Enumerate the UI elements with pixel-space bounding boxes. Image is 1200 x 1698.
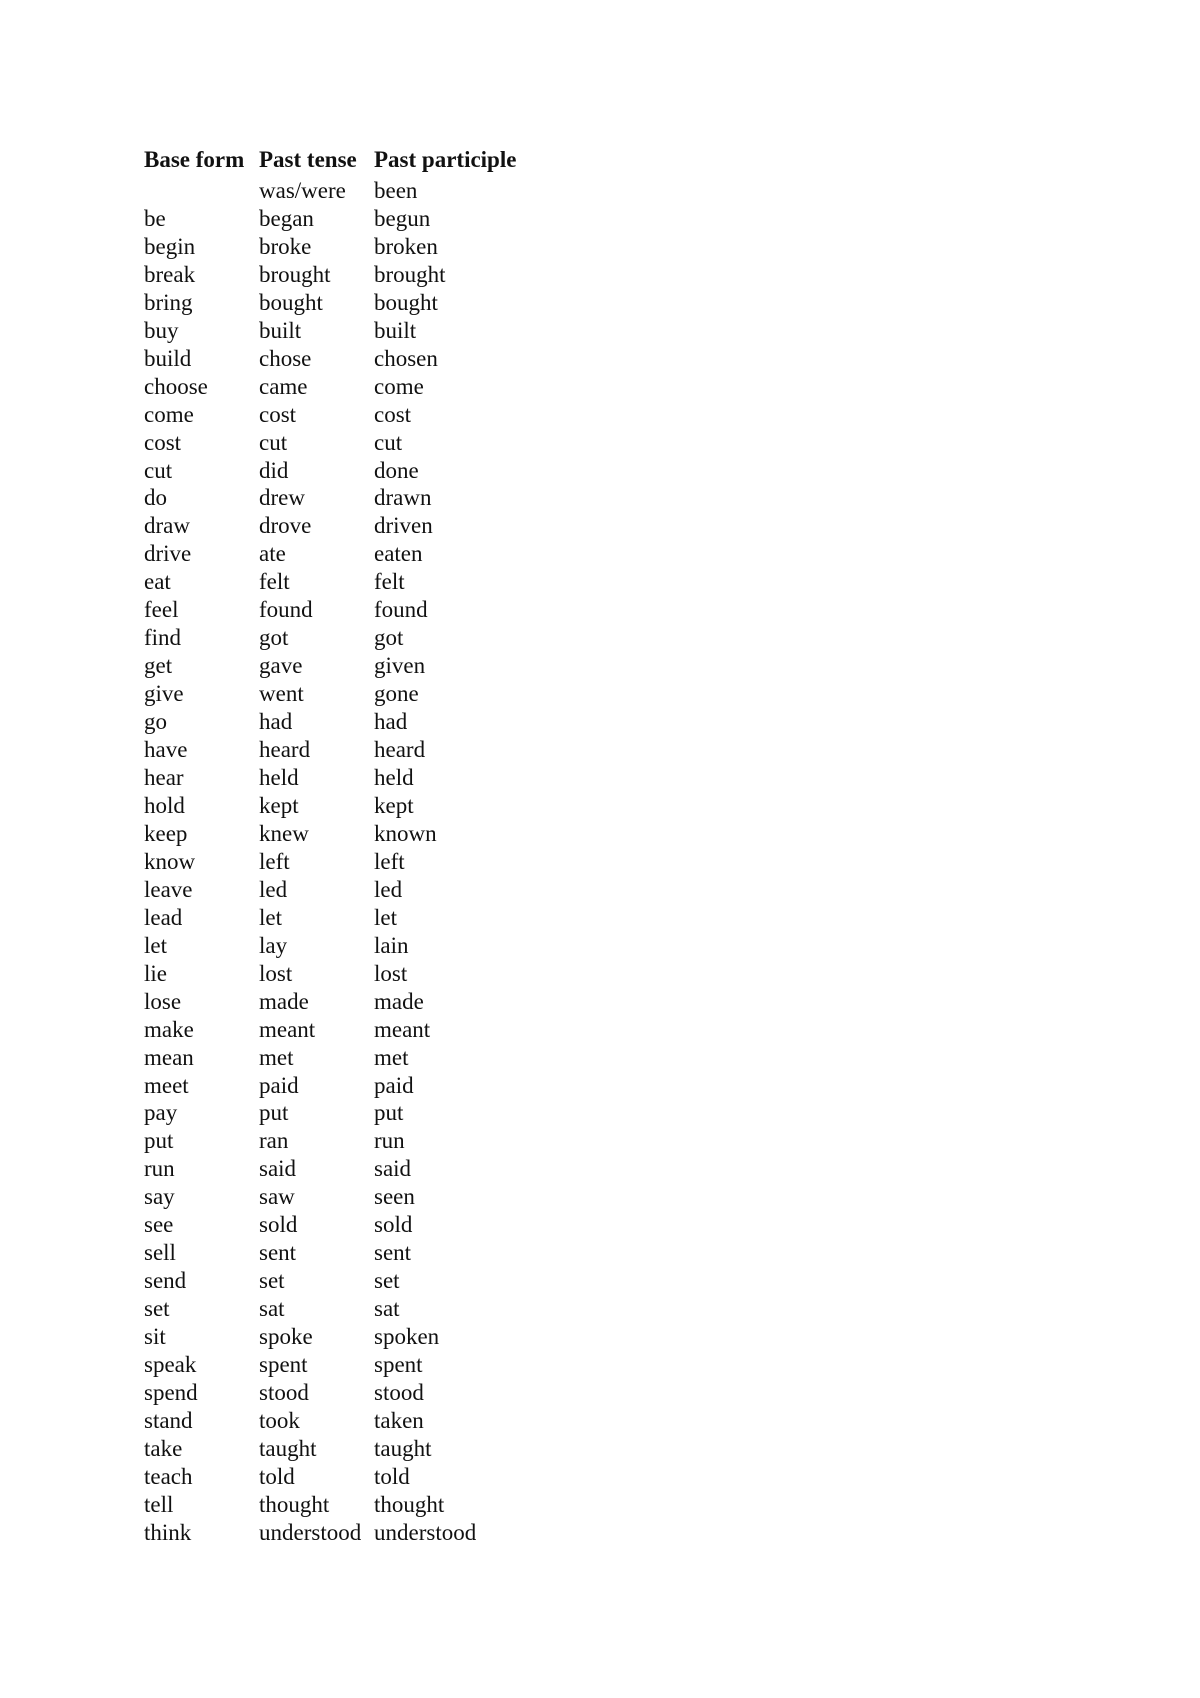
past-participle-cell: brought <box>374 261 446 287</box>
past-tense-cell: led <box>259 876 288 902</box>
table-row <box>144 848 544 876</box>
past-tense-cell: made <box>259 988 309 1014</box>
past-participle-cell: chosen <box>374 345 438 371</box>
past-tense-cell: meant <box>259 1016 316 1042</box>
past-tense-cell: lost <box>259 960 293 986</box>
table-row <box>144 568 544 596</box>
past-tense-cell: sat <box>259 1296 285 1322</box>
past-tense-cell: built <box>259 317 302 343</box>
base-form-cell: stand <box>144 1407 193 1433</box>
table-header-row <box>144 143 544 177</box>
past-participle-cell: run <box>374 1128 405 1154</box>
base-form-cell: buy <box>144 317 179 343</box>
past-tense-cell: lay <box>259 932 288 958</box>
past-participle-cell: had <box>374 709 408 735</box>
table-row <box>144 1295 544 1323</box>
base-form-cell: break <box>144 261 196 287</box>
past-participle-cell: heard <box>374 737 426 763</box>
past-tense-cell: stood <box>259 1379 309 1405</box>
past-participle-cell: broken <box>374 233 438 259</box>
past-tense-cell: put <box>259 1100 289 1126</box>
table-row <box>144 540 544 568</box>
base-form-cell: build <box>144 345 192 371</box>
past-participle-cell: drawn <box>374 485 432 511</box>
past-participle-cell: let <box>374 904 397 930</box>
past-participle-cell: been <box>374 178 418 203</box>
past-tense-cell: cut <box>259 429 288 455</box>
base-form-cell: send <box>144 1268 187 1294</box>
base-form-cell: say <box>144 1184 175 1210</box>
past-tense-cell: ate <box>259 541 286 567</box>
past-tense-cell: gave <box>259 653 303 679</box>
table-row <box>144 345 544 373</box>
past-tense-cell: saw <box>259 1184 295 1210</box>
past-participle-cell: held <box>374 765 414 791</box>
base-form-cell: spend <box>144 1379 198 1405</box>
past-tense-cell: knew <box>259 820 309 846</box>
past-participle-cell: kept <box>374 792 414 818</box>
past-participle-cell: meant <box>374 1016 431 1042</box>
table-row <box>144 708 544 736</box>
base-form-cell: lead <box>144 904 183 930</box>
past-participle-cell: understood <box>374 1519 477 1545</box>
past-participle-cell: lain <box>374 932 409 958</box>
base-form-cell: begin <box>144 233 196 259</box>
base-form-cell: see <box>144 1212 174 1238</box>
past-participle-cell: spoken <box>374 1324 440 1350</box>
table-row <box>144 792 544 820</box>
base-form-cell: choose <box>144 373 208 399</box>
base-form-cell: sit <box>144 1324 166 1350</box>
table-row <box>144 457 544 485</box>
past-participle-cell: taken <box>374 1407 424 1433</box>
base-form-cell: find <box>144 625 182 651</box>
header-past-participle: Past participle <box>374 147 517 172</box>
table-row <box>144 1044 544 1072</box>
table-row <box>144 1267 544 1295</box>
past-participle-cell: stood <box>374 1379 424 1405</box>
past-tense-cell: heard <box>259 737 311 763</box>
table-row <box>144 1239 544 1267</box>
table-row <box>144 1491 544 1519</box>
table-row <box>144 317 544 345</box>
past-participle-cell: made <box>374 988 424 1014</box>
past-participle-cell: cost <box>374 401 412 427</box>
irregular-verbs-table <box>144 143 544 1547</box>
table-row <box>144 1072 544 1100</box>
table-row <box>144 876 544 904</box>
past-tense-cell: let <box>259 904 282 930</box>
table-row <box>144 960 544 988</box>
past-tense-cell: chose <box>259 345 312 371</box>
base-form-cell: let <box>144 932 167 958</box>
base-form-cell: meet <box>144 1072 189 1098</box>
table-body <box>144 177 544 1547</box>
past-tense-cell: was/were <box>259 178 346 203</box>
table-row <box>144 1016 544 1044</box>
past-participle-cell: felt <box>374 569 405 595</box>
past-participle-cell: sat <box>374 1296 400 1322</box>
base-form-cell: cut <box>144 457 173 483</box>
table-row <box>144 484 544 512</box>
past-participle-cell: said <box>374 1156 412 1182</box>
past-tense-cell: said <box>259 1156 297 1182</box>
table-row <box>144 596 544 624</box>
past-tense-cell: came <box>259 373 308 399</box>
past-participle-cell: bought <box>374 289 438 315</box>
past-tense-cell: took <box>259 1407 300 1433</box>
past-tense-cell: paid <box>259 1072 299 1098</box>
base-form-cell: lose <box>144 988 182 1014</box>
past-participle-cell: put <box>374 1100 404 1126</box>
past-participle-cell: thought <box>374 1491 445 1517</box>
table-row <box>144 1127 544 1155</box>
past-tense-cell: went <box>259 681 304 707</box>
base-form-cell: pay <box>144 1100 178 1126</box>
base-form-cell: keep <box>144 820 188 846</box>
base-form-cell: take <box>144 1435 183 1461</box>
past-participle-cell: cut <box>374 429 403 455</box>
base-form-cell: run <box>144 1156 175 1182</box>
table-row <box>144 1099 544 1127</box>
table-row <box>144 401 544 429</box>
table-row <box>144 736 544 764</box>
past-tense-cell: did <box>259 457 289 483</box>
past-participle-cell: left <box>374 848 405 874</box>
past-tense-cell: met <box>259 1044 294 1070</box>
base-form-cell: give <box>144 681 184 707</box>
past-participle-cell: known <box>374 820 437 846</box>
past-participle-cell: sold <box>374 1212 413 1238</box>
past-tense-cell: bought <box>259 289 323 315</box>
past-tense-cell: found <box>259 597 313 623</box>
table-row <box>144 1463 544 1491</box>
past-tense-cell: cost <box>259 401 297 427</box>
base-form-cell: draw <box>144 513 190 539</box>
past-participle-cell: taught <box>374 1435 432 1461</box>
table-row <box>144 373 544 401</box>
base-form-cell: go <box>144 709 167 735</box>
table-row <box>144 177 544 205</box>
past-tense-cell: spoke <box>259 1324 313 1350</box>
base-form-cell: hear <box>144 765 184 791</box>
past-participle-cell: lost <box>374 960 408 986</box>
table-row <box>144 764 544 792</box>
base-form-cell: be <box>144 205 166 231</box>
base-form-cell: sell <box>144 1240 176 1266</box>
past-participle-cell: paid <box>374 1072 414 1098</box>
past-tense-cell: sent <box>259 1240 297 1266</box>
base-form-cell <box>144 177 259 205</box>
table-row <box>144 820 544 848</box>
past-participle-cell: set <box>374 1268 400 1294</box>
past-tense-cell: sold <box>259 1212 298 1238</box>
past-participle-cell: built <box>374 317 417 343</box>
base-form-cell: set <box>144 1296 170 1322</box>
table-row <box>144 1407 544 1435</box>
past-tense-cell: set <box>259 1268 285 1294</box>
past-participle-cell: led <box>374 876 403 902</box>
past-tense-cell: told <box>259 1463 295 1489</box>
table-row <box>144 624 544 652</box>
table-row <box>144 652 544 680</box>
past-participle-cell: sent <box>374 1240 412 1266</box>
base-form-cell: feel <box>144 597 179 623</box>
past-tense-cell: drove <box>259 513 312 539</box>
base-form-cell: tell <box>144 1491 174 1517</box>
base-form-cell: think <box>144 1519 192 1545</box>
past-tense-cell: had <box>259 709 293 735</box>
past-tense-cell: got <box>259 625 289 651</box>
table-row <box>144 1351 544 1379</box>
header-past-tense: Past tense <box>259 147 357 172</box>
past-tense-cell: kept <box>259 792 299 818</box>
table-row <box>144 904 544 932</box>
past-participle-cell: come <box>374 373 424 399</box>
header-base-form: Base form <box>144 147 245 172</box>
table-row <box>144 289 544 317</box>
past-participle-cell: found <box>374 597 428 623</box>
base-form-cell: get <box>144 653 173 679</box>
base-form-cell: do <box>144 485 167 511</box>
past-tense-cell: drew <box>259 485 305 511</box>
base-form-cell: leave <box>144 876 193 902</box>
table-row <box>144 680 544 708</box>
table-row <box>144 932 544 960</box>
past-tense-cell: taught <box>259 1435 317 1461</box>
past-tense-cell: brought <box>259 261 331 287</box>
table-row <box>144 1323 544 1351</box>
past-participle-cell: driven <box>374 513 433 539</box>
base-form-cell: lie <box>144 960 167 986</box>
base-form-cell: mean <box>144 1044 194 1070</box>
table-row <box>144 1211 544 1239</box>
past-participle-cell: eaten <box>374 541 423 567</box>
past-tense-cell: left <box>259 848 290 874</box>
table-row <box>144 512 544 540</box>
past-participle-cell: done <box>374 457 419 483</box>
past-participle-cell: spent <box>374 1352 423 1378</box>
past-participle-cell: told <box>374 1463 410 1489</box>
base-form-cell: bring <box>144 289 193 315</box>
table-row <box>144 1183 544 1211</box>
past-participle-cell: got <box>374 625 404 651</box>
base-form-cell: speak <box>144 1352 197 1378</box>
base-form-cell: make <box>144 1016 194 1042</box>
past-tense-cell: began <box>259 205 314 231</box>
table-row <box>144 429 544 457</box>
base-form-cell: eat <box>144 569 171 595</box>
past-tense-cell: understood <box>259 1519 362 1545</box>
base-form-cell: teach <box>144 1463 193 1489</box>
past-participle-cell: met <box>374 1044 409 1070</box>
past-tense-cell: held <box>259 765 299 791</box>
past-participle-cell: gone <box>374 681 419 707</box>
past-participle-cell: seen <box>374 1184 415 1210</box>
table-row <box>144 1435 544 1463</box>
past-participle-cell: begun <box>374 205 431 231</box>
table-row <box>144 261 544 289</box>
table-row <box>144 1519 544 1547</box>
past-tense-cell: ran <box>259 1128 289 1154</box>
table-row <box>144 988 544 1016</box>
base-form-cell: know <box>144 848 196 874</box>
past-tense-cell: felt <box>259 569 290 595</box>
base-form-cell: put <box>144 1128 174 1154</box>
base-form-cell: have <box>144 737 188 763</box>
past-participle-cell: given <box>374 653 426 679</box>
past-tense-cell: spent <box>259 1352 308 1378</box>
base-form-cell: come <box>144 401 194 427</box>
base-form-cell: hold <box>144 792 185 818</box>
table-row <box>144 233 544 261</box>
table-row <box>144 1155 544 1183</box>
past-tense-cell: broke <box>259 233 312 259</box>
past-tense-cell: thought <box>259 1491 330 1517</box>
table-row <box>144 1379 544 1407</box>
base-form-cell: drive <box>144 541 192 567</box>
base-form-cell: cost <box>144 429 182 455</box>
table-row <box>144 205 544 233</box>
